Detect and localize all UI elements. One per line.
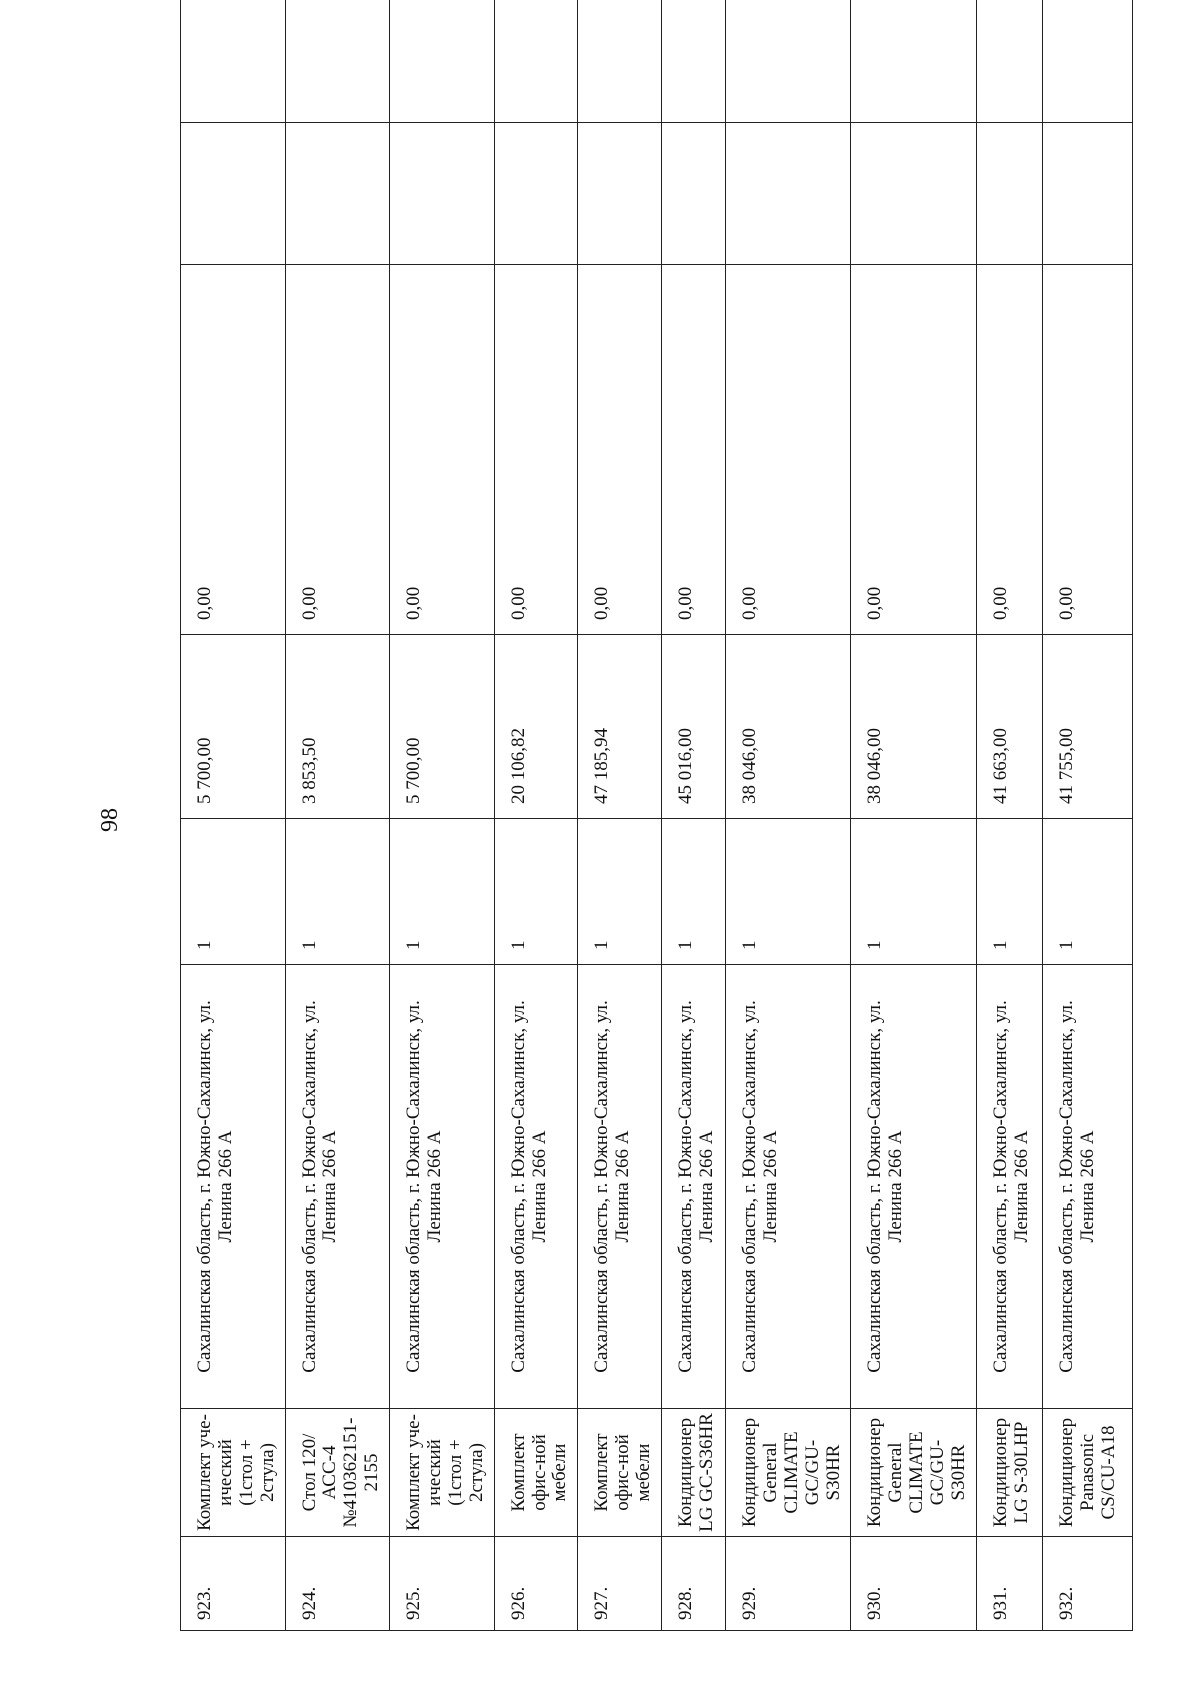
item-name: Кондиционер General CLIMATE GC/GU-S30HR xyxy=(726,1409,851,1537)
item-address: Сахалинская область, г. Южно-Сахалинск, ул. Ленина 266 А xyxy=(390,965,495,1409)
item-depreciation: 0,00 xyxy=(726,265,851,635)
item-address: Сахалинская область, г. Южно-Сахалинск, ул. Ленина 266 А xyxy=(976,965,1042,1409)
empty-cell xyxy=(285,123,390,265)
item-cost: 41 755,00 xyxy=(1042,635,1132,819)
item-name: Стол 120/АСС-4 №410362151-2155 xyxy=(285,1409,390,1537)
item-quantity: 1 xyxy=(1042,819,1132,965)
item-name: Комплект офис-ной мебели xyxy=(494,1409,578,1537)
item-address: Сахалинская область, г. Южно-Сахалинск, ул. Ленина 266 А xyxy=(578,965,662,1409)
item-address: Сахалинская область, г. Южно-Сахалинск, ул. Ленина 266 А xyxy=(1042,965,1132,1409)
item-name: Кондиционер General CLIMATE GC/GU-S30HR xyxy=(851,1409,976,1537)
table-row xyxy=(976,0,1042,1631)
item-cost: 38 046,00 xyxy=(851,635,976,819)
empty-cell xyxy=(285,0,390,123)
item-depreciation: 0,00 xyxy=(976,265,1042,635)
empty-cell xyxy=(1042,0,1132,123)
item-address: Сахалинская область, г. Южно-Сахалинск, ул. Ленина 266 А xyxy=(285,965,390,1409)
empty-cell xyxy=(851,123,976,265)
empty-cell xyxy=(578,123,662,265)
item-depreciation: 0,00 xyxy=(1042,265,1132,635)
row-number: 926. xyxy=(494,1537,578,1631)
item-quantity: 1 xyxy=(662,819,726,965)
table-row xyxy=(285,0,390,1631)
item-name: Комплект уче-ический (1стол + 2стула) xyxy=(390,1409,495,1537)
item-cost: 3 853,50 xyxy=(285,635,390,819)
empty-cell xyxy=(726,123,851,265)
item-address: Сахалинская область, г. Южно-Сахалинск, ул. Ленина 266 А xyxy=(851,965,976,1409)
item-depreciation: 0,00 xyxy=(851,265,976,635)
empty-cell xyxy=(976,0,1042,123)
empty-cell xyxy=(851,0,976,123)
table-row xyxy=(578,0,662,1631)
empty-cell xyxy=(494,0,578,123)
page-number: 98 xyxy=(97,808,123,832)
item-depreciation: 0,00 xyxy=(181,265,286,635)
item-cost: 47 185,94 xyxy=(578,635,662,819)
table-body xyxy=(181,0,1133,1631)
item-name: Кондиционер LG GC-S36HR xyxy=(662,1409,726,1537)
item-cost: 38 046,00 xyxy=(726,635,851,819)
item-quantity: 1 xyxy=(976,819,1042,965)
item-address: Сахалинская область, г. Южно-Сахалинск, ул. Ленина 266 А xyxy=(662,965,726,1409)
empty-cell xyxy=(976,123,1042,265)
item-address: Сахалинская область, г. Южно-Сахалинск, ул. Ленина 266 А xyxy=(181,965,286,1409)
table-row xyxy=(726,0,851,1631)
empty-cell xyxy=(390,0,495,123)
table-row xyxy=(851,0,976,1631)
item-quantity: 1 xyxy=(578,819,662,965)
row-number: 929. xyxy=(726,1537,851,1631)
item-depreciation: 0,00 xyxy=(662,265,726,635)
table-row xyxy=(181,0,286,1631)
item-name: Комплект офис-ной мебели xyxy=(578,1409,662,1537)
row-number: 931. xyxy=(976,1537,1042,1631)
table-row xyxy=(390,0,495,1631)
item-cost: 45 016,00 xyxy=(662,635,726,819)
item-depreciation: 0,00 xyxy=(390,265,495,635)
empty-cell xyxy=(662,0,726,123)
empty-cell xyxy=(181,123,286,265)
empty-cell xyxy=(494,123,578,265)
item-quantity: 1 xyxy=(390,819,495,965)
empty-cell xyxy=(390,123,495,265)
item-depreciation: 0,00 xyxy=(494,265,578,635)
table-row xyxy=(1042,0,1132,1631)
empty-cell xyxy=(181,0,286,123)
row-number: 932. xyxy=(1042,1537,1132,1631)
property-table xyxy=(180,0,1133,1631)
row-number: 925. xyxy=(390,1537,495,1631)
item-address: Сахалинская область, г. Южно-Сахалинск, ул. Ленина 266 А xyxy=(494,965,578,1409)
empty-cell xyxy=(1042,123,1132,265)
rotated-table-container xyxy=(180,53,1119,1631)
empty-cell xyxy=(662,123,726,265)
item-depreciation: 0,00 xyxy=(285,265,390,635)
item-quantity: 1 xyxy=(285,819,390,965)
item-quantity: 1 xyxy=(726,819,851,965)
empty-cell xyxy=(578,0,662,123)
item-cost: 5 700,00 xyxy=(390,635,495,819)
row-number: 923. xyxy=(181,1537,286,1631)
item-quantity: 1 xyxy=(851,819,976,965)
row-number: 924. xyxy=(285,1537,390,1631)
table-row xyxy=(494,0,578,1631)
row-number: 927. xyxy=(578,1537,662,1631)
row-number: 928. xyxy=(662,1537,726,1631)
item-address: Сахалинская область, г. Южно-Сахалинск, ул. Ленина 266 А xyxy=(726,965,851,1409)
item-quantity: 1 xyxy=(181,819,286,965)
item-name: Комплект уче-ический (1стол + 2стула) xyxy=(181,1409,286,1537)
item-cost: 20 106,82 xyxy=(494,635,578,819)
item-cost: 5 700,00 xyxy=(181,635,286,819)
empty-cell xyxy=(726,0,851,123)
item-quantity: 1 xyxy=(494,819,578,965)
item-depreciation: 0,00 xyxy=(578,265,662,635)
table-row xyxy=(662,0,726,1631)
row-number: 930. xyxy=(851,1537,976,1631)
item-name: Кондиционер LG S-30LHP xyxy=(976,1409,1042,1537)
item-cost: 41 663,00 xyxy=(976,635,1042,819)
item-name: Кондиционер Panasonic CS/CU-A18 xyxy=(1042,1409,1132,1537)
